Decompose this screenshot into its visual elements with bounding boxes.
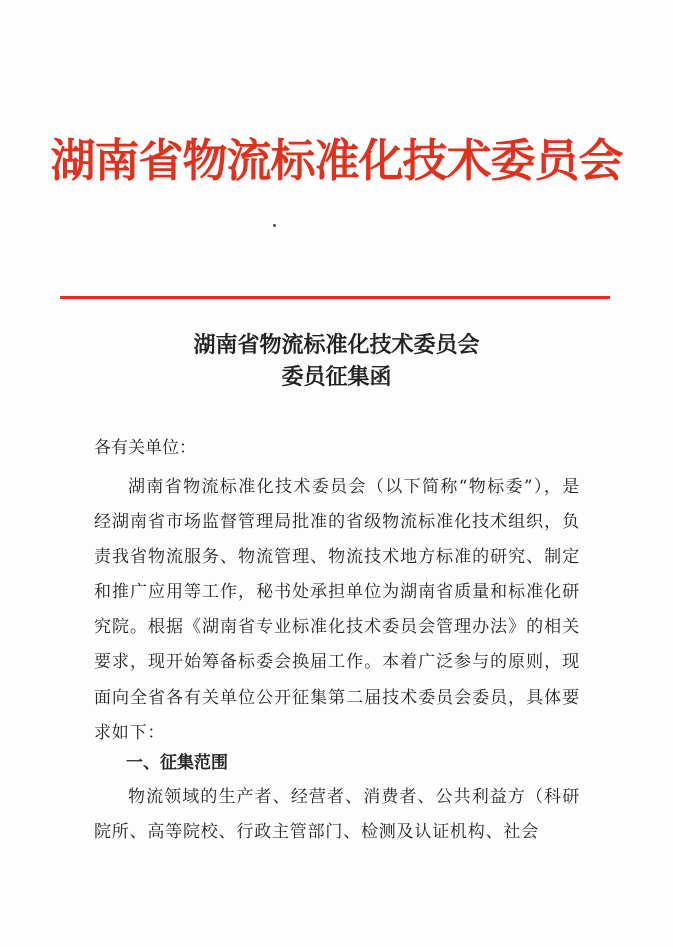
- salutation: 各有关单位：: [94, 438, 196, 458]
- document-title-line1: 湖南省物流标准化技术委员会: [193, 332, 480, 358]
- paragraph-intro: 湖南省物流标准化技术委员会（以下简称“物标委”），是经湖南省市场监督管理局批准的省级物流标准化技术组织，负责我省物流服务、物流管理、物流技术地方标准的研究、制定和推广应用等工作，秘书处承担单位为湖南省质量和标准化研究院。根据《湖南省专业标准化技术委员会管理办法》的相关要求，现开始筹备标委会换届工作。本着广泛参与的原则，现面向全省各有关单位公开征集第二届技术委员会委员，具体要求如下：: [94, 477, 580, 743]
- section-heading-scope: 一、征集范围: [126, 753, 228, 773]
- letterhead-title: 湖南省物流标准化技术委员会: [50, 134, 623, 187]
- paragraph-scope: 物流领域的生产者、经营者、消费者、公共利益方（科研院所、高等院校、行政主管部门、检测及认证机构、社会: [94, 787, 580, 843]
- letterhead-red-rule: [60, 296, 610, 299]
- stray-dot: [273, 224, 276, 227]
- document-title-line2: 委员征集函: [281, 364, 392, 390]
